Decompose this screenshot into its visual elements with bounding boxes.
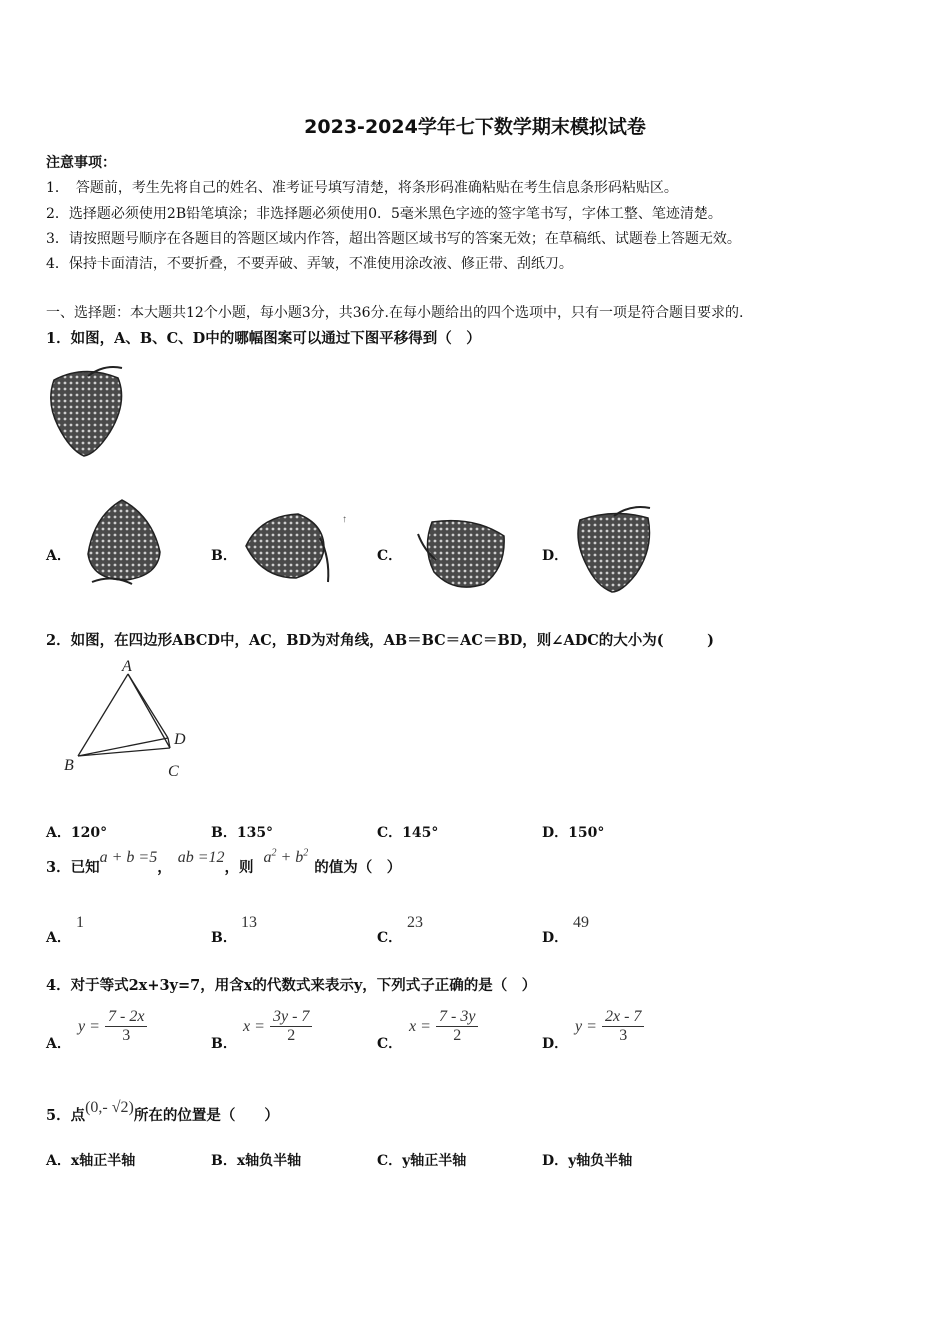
notice-item: 2．选择题必须使用2B铅笔填涂；非选择题必须使用0．5毫米黑色字迹的签字笔书写，字体工整、笔迹清楚。 (46, 206, 722, 222)
quadrilateral-figure (60, 656, 200, 782)
q5-option-b[interactable]: B．x轴负半轴 (211, 1153, 302, 1169)
q5-option-a[interactable]: A．x轴正半轴 (46, 1153, 136, 1169)
q3-option-a-value[interactable]: 1 (76, 914, 84, 931)
q4-option-d-label[interactable]: D． (542, 1036, 569, 1052)
q2-option-b[interactable]: B．135° (211, 825, 274, 841)
notice-heading: 注意事项： (46, 155, 116, 171)
q4-option-a-formula[interactable]: y = $\frac{7 - 2x}{3}$ (78, 1008, 147, 1045)
q3-option-b-value[interactable]: 13 (241, 914, 257, 931)
question-1-stem: 1．如图，A、B、C、D中的哪幅图案可以通过下图平移得到（ ） (46, 330, 481, 347)
q1-option-b-label[interactable]: B． (211, 548, 237, 564)
svg-text:↑: ↑ (342, 514, 347, 525)
q5-option-d[interactable]: D．y轴负半轴 (542, 1153, 633, 1169)
q3-option-a-label[interactable]: A． (46, 930, 71, 946)
q4-option-d-formula[interactable]: y = $\frac{2x - 7}{3}$ (575, 1008, 644, 1045)
strawberry-reference-figure (44, 362, 130, 460)
strawberry-option-a[interactable] (82, 496, 164, 590)
vertex-label-d: D (174, 731, 186, 748)
section-heading: 一、选择题：本大题共12个小题，每小题3分，共36分.在每小题给出的四个选项中，只有一项是符合题目要求的. (46, 305, 744, 321)
vertex-label-a: A (122, 658, 132, 675)
q1-option-a-label[interactable]: A． (46, 548, 71, 564)
vertex-label-b: B (64, 757, 74, 774)
strawberry-option-b[interactable] (240, 508, 350, 586)
q1-option-d-label[interactable]: D． (542, 548, 569, 564)
q2-option-a[interactable]: A．120° (46, 825, 108, 841)
q3-option-d-label[interactable]: D． (542, 930, 569, 946)
strawberry-option-d[interactable] (574, 504, 656, 594)
vertex-label-c: C (168, 763, 179, 780)
q3-option-c-value[interactable]: 23 (407, 914, 423, 931)
q2-option-c[interactable]: C．145° (377, 825, 439, 841)
q3-option-c-label[interactable]: C． (377, 930, 403, 946)
question-2-stem: 2．如图，在四边形ABCD中，AC，BD为对角线，AB＝BC＝AC＝BD，则∠ADC的大小为( ) (46, 632, 715, 649)
notice-item: 3．请按照题号顺序在各题目的答题区域内作答，超出答题区域书写的答案无效；在草稿纸、试题卷上答题无效。 (46, 231, 741, 247)
q4-option-b-label[interactable]: B． (211, 1036, 237, 1052)
question-3-stem: 3．已知a + b =5，ab =12，则$a^2 + b^2$的值为（ ） (46, 847, 402, 876)
notice-item: 4．保持卡面清洁，不要折叠，不要弄破、弄皱，不准使用涂改液、修正带、刮纸刀。 (46, 256, 573, 272)
q4-option-c-label[interactable]: C． (377, 1036, 403, 1052)
q2-option-d[interactable]: D．150° (542, 825, 605, 841)
q3-option-b-label[interactable]: B． (211, 930, 237, 946)
notice-item: 1． 答题前，考生先将自己的姓名、准考证号填写清楚，将条形码准确粘贴在考生信息条形码粘贴区。 (46, 180, 678, 196)
q3-option-d-value[interactable]: 49 (573, 914, 589, 931)
strawberry-option-c[interactable] (414, 514, 512, 592)
q4-option-c-formula[interactable]: x = $\frac{7 - 3y}{2}$ (409, 1008, 478, 1045)
page-title: 2023-2024学年七下数学期末模拟试卷 (304, 116, 646, 138)
q4-option-a-label[interactable]: A． (46, 1036, 71, 1052)
q4-option-b-formula[interactable]: x = $\frac{3y - 7}{2}$ (243, 1008, 312, 1045)
question-5-stem: 5．点(0,- √2)所在的位置是（ ） (46, 1099, 279, 1124)
q5-option-c[interactable]: C．y轴正半轴 (377, 1153, 467, 1169)
question-4-stem: 4．对于等式2x+3y=7，用含x的代数式来表示y，下列式子正确的是（ ） (46, 977, 537, 994)
q1-option-c-label[interactable]: C． (377, 548, 403, 564)
